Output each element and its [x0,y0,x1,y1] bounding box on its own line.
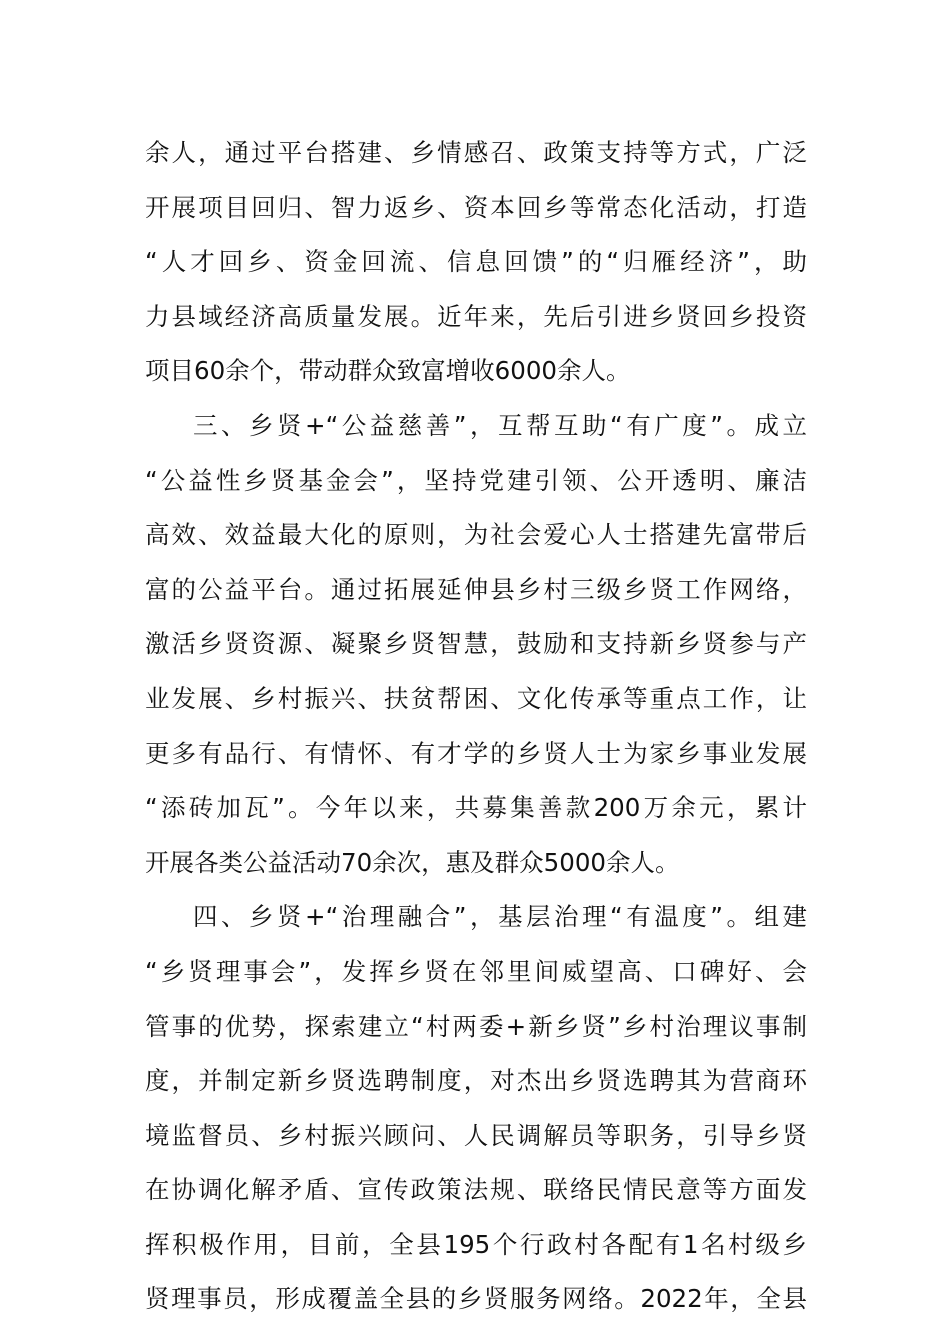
paragraph-first-line: 三、乡贤+“公益慈善”，互帮互助“有广度”。成立 [193,410,807,440]
text-line: “添砖加瓦”。今年以来，共募集善款200万余元，累计 [145,793,807,823]
text-line: 挥积极作用，目前，全县195个行政村各配有1名村级乡 [145,1229,807,1259]
body-text [145,126,807,1327]
text-line: 在协调化解矛盾、宣传政策法规、联络民情民意等方面发 [145,1175,807,1205]
text-line: 管事的优势，探索建立“村两委+新乡贤”乡村治理议事制 [145,1011,807,1041]
text-line: “人才回乡、资金回流、信息回馈”的“归雁经济”，助 [145,247,807,277]
text-line: 开展项目回归、智力返乡、资本回乡等常态化活动，打造 [145,192,807,222]
text-line: 境监督员、乡村振兴顾问、人民调解员等职务，引导乡贤 [145,1120,807,1150]
text-line: 项目60余个，带动群众致富增收6000余人。 [145,356,631,386]
text-line: “乡贤理事会”，发挥乡贤在邻里间威望高、口碑好、会 [145,956,807,986]
text-line: 余人，通过平台搭建、乡情感召、政策支持等方式，广泛 [145,138,807,167]
text-line: 更多有品行、有情怀、有才学的乡贤人士为家乡事业发展 [145,738,807,768]
text-line: 高效、效益最大化的原则，为社会爱心人士搭建先富带后 [145,520,807,550]
paragraph-first-line: 四、乡贤+“治理融合”，基层治理“有温度”。组建 [193,902,807,932]
text-line: 业发展、乡村振兴、扶贫帮困、文化传承等重点工作，让 [145,683,807,713]
text-line: “公益性乡贤基金会”，坚持党建引领、公开透明、廉洁 [145,465,807,495]
text-line: 度，并制定新乡贤选聘制度，对杰出乡贤选聘其为营商环 [145,1066,807,1096]
text-line: 富的公益平台。通过拓展延伸县乡村三级乡贤工作网络， [145,574,807,604]
text-line: 贤理事员，形成覆盖全县的乡贤服务网络。2022年，全县 [145,1284,807,1314]
text-line: 激活乡贤资源、凝聚乡贤智慧，鼓励和支持新乡贤参与产 [145,629,807,659]
text-line: 力县域经济高质量发展。近年来，先后引进乡贤回乡投资 [145,301,807,331]
text-line: 开展各类公益活动70余次，惠及群众5000余人。 [145,847,680,877]
